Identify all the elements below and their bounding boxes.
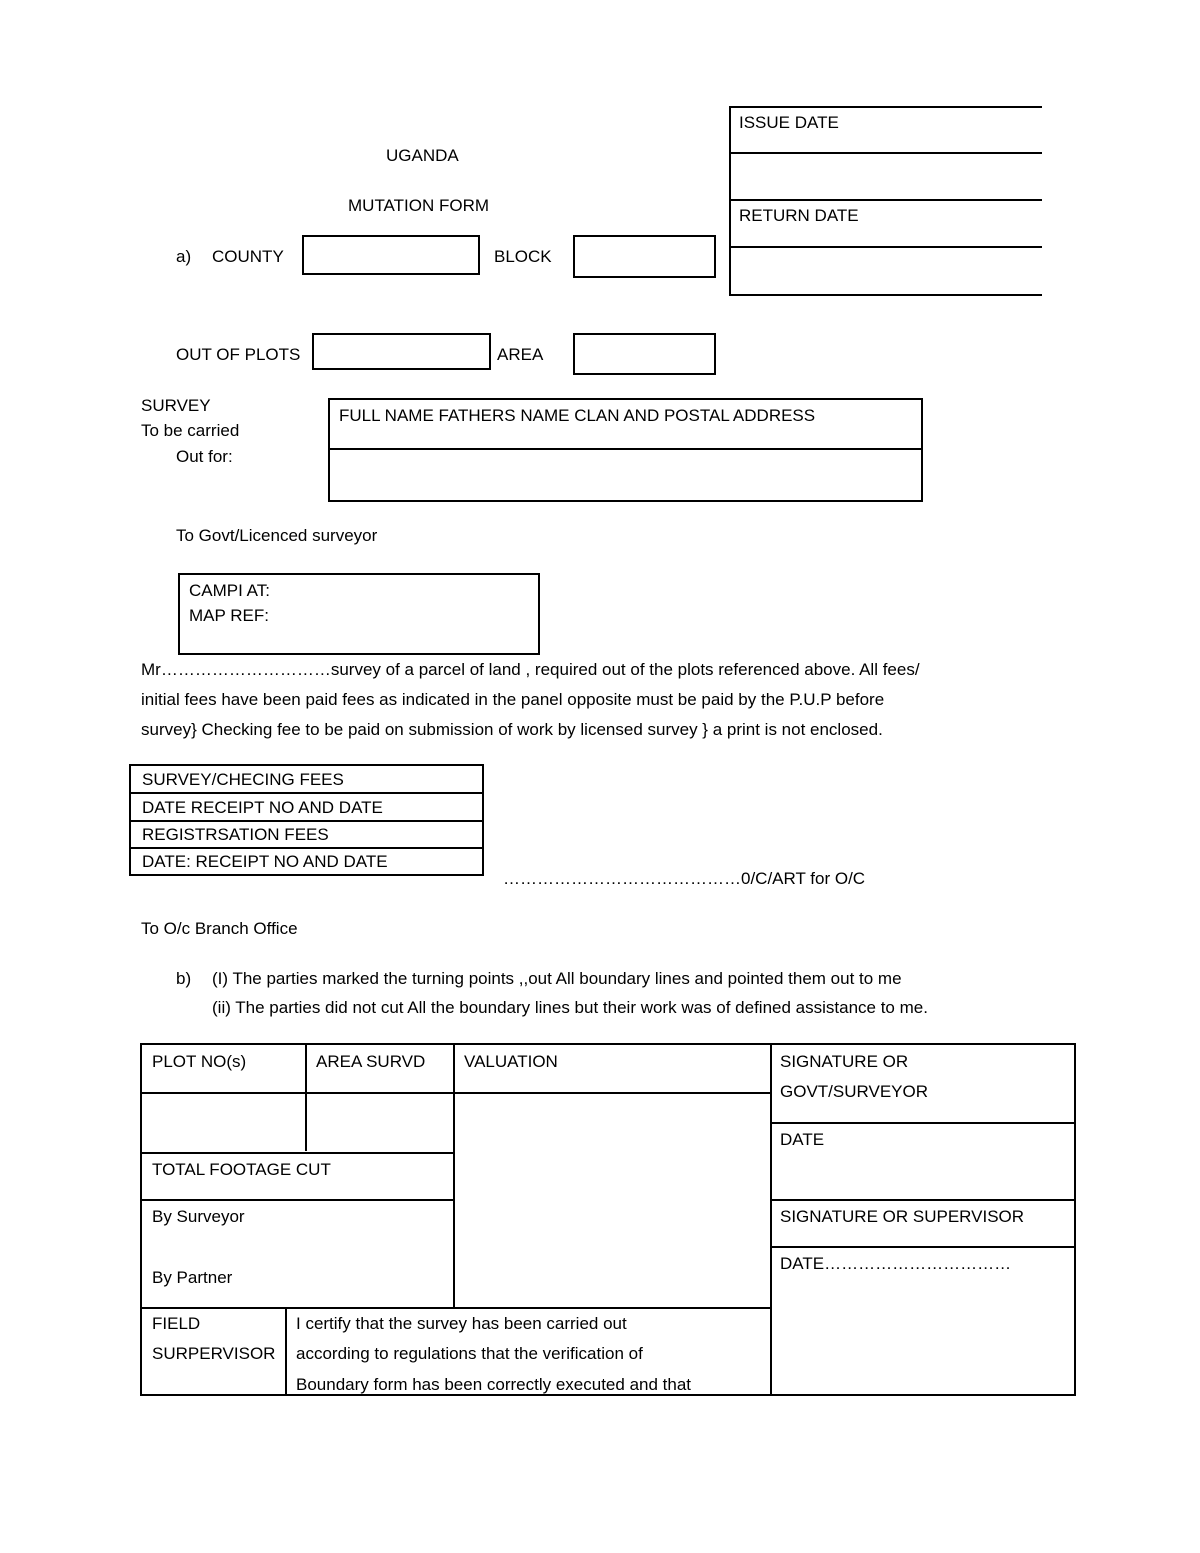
section-b-line1: (I) The parties marked the turning points ,,out All boundary lines and pointed them out to me [212, 969, 902, 988]
out-of-plots-input[interactable] [312, 333, 491, 370]
fees-row: REGISTRSATION FEES [142, 825, 329, 844]
out-of-plots-label: OUT OF PLOTS [176, 345, 301, 364]
issue-date-field[interactable] [731, 154, 1041, 199]
signature-govt-label-line2: GOVT/SURVEYOR [780, 1082, 928, 1101]
branch-to-line: To O/c Branch Office [141, 919, 298, 938]
return-date-label: RETURN DATE [739, 206, 859, 225]
fees-row: DATE RECEIPT NO AND DATE [142, 798, 383, 817]
field-supervisor-label-line2: SURPERVISOR [152, 1344, 276, 1363]
date-dotted-label: DATE…………………………… [780, 1254, 1012, 1273]
certify-line2: according to regulations that the verification of [296, 1344, 643, 1363]
section-b-line2: (ii) The parties did not cut All the boundary lines but their work was of defined assistance to me. [212, 998, 928, 1017]
form-title: MUTATION FORM [348, 196, 490, 215]
survey-label-line3: Out for: [176, 447, 233, 466]
plot-no-field[interactable] [144, 1094, 304, 1151]
area-survd-header: AREA SURVD [316, 1052, 426, 1071]
signature-govt-label-line1: SIGNATURE OR [780, 1052, 909, 1071]
certify-line3: Boundary form has been correctly executed and that [296, 1375, 692, 1394]
notice-line2: initial fees have been paid fees as indicated in the panel opposite must be paid by the P.U.P before [141, 690, 885, 709]
survey-label-line2: To be carried [141, 421, 240, 440]
signature-supervisor-label: SIGNATURE OR SUPERVISOR [780, 1207, 1025, 1226]
fees-row: SURVEY/CHECING FEES [142, 770, 344, 789]
return-date-field[interactable] [731, 248, 1041, 294]
certify-line1: I certify that the survey has been carried out [296, 1314, 627, 1333]
fees-table [129, 764, 484, 876]
section-b-marker: b) [176, 969, 192, 988]
county-label: COUNTY [212, 247, 284, 266]
block-input[interactable] [573, 235, 716, 278]
survey-details-table [140, 1043, 1076, 1396]
camp-label: CAMPI AT: [189, 581, 270, 600]
block-label: BLOCK [494, 247, 552, 266]
survey-label-line1: SURVEY [141, 396, 211, 415]
map-ref-label: MAP REF: [189, 606, 269, 625]
country-title: UGANDA [386, 146, 459, 165]
area-input[interactable] [573, 333, 716, 375]
area-survd-field[interactable] [307, 1094, 452, 1151]
valuation-field[interactable] [455, 1094, 769, 1306]
by-surveyor-label: By Surveyor [152, 1207, 245, 1226]
applicant-name-box [328, 398, 923, 502]
area-label: AREA [497, 345, 544, 364]
issue-date-label: ISSUE DATE [739, 113, 839, 132]
valuation-header: VALUATION [464, 1052, 558, 1071]
by-partner-label: By Partner [152, 1268, 233, 1287]
fees-row: DATE: RECEIPT NO AND DATE [142, 852, 388, 871]
oc-line: ……………………………………0/C/ART for O/C [503, 869, 866, 888]
plot-no-header: PLOT NO(s) [152, 1052, 247, 1071]
county-input[interactable] [302, 235, 480, 275]
field-supervisor-label-line1: FIELD [152, 1314, 201, 1333]
total-footage-label: TOTAL FOOTAGE CUT [152, 1160, 331, 1179]
notice-line3: survey} Checking fee to be paid on submission of work by licensed survey } a print is not enclosed. [141, 720, 883, 739]
applicant-name-field[interactable] [332, 452, 919, 498]
applicant-name-header: FULL NAME FATHERS NAME CLAN AND POSTAL ADDRESS [339, 406, 816, 425]
notice-line1: Mr…………………………survey of a parcel of land , required out of the plots referenced above. All fees/ [141, 660, 920, 679]
section-a-marker: a) [176, 247, 192, 266]
camp-box [178, 573, 540, 655]
date-label: DATE [780, 1130, 825, 1149]
surveyor-to-line: To Govt/Licenced surveyor [176, 526, 378, 545]
